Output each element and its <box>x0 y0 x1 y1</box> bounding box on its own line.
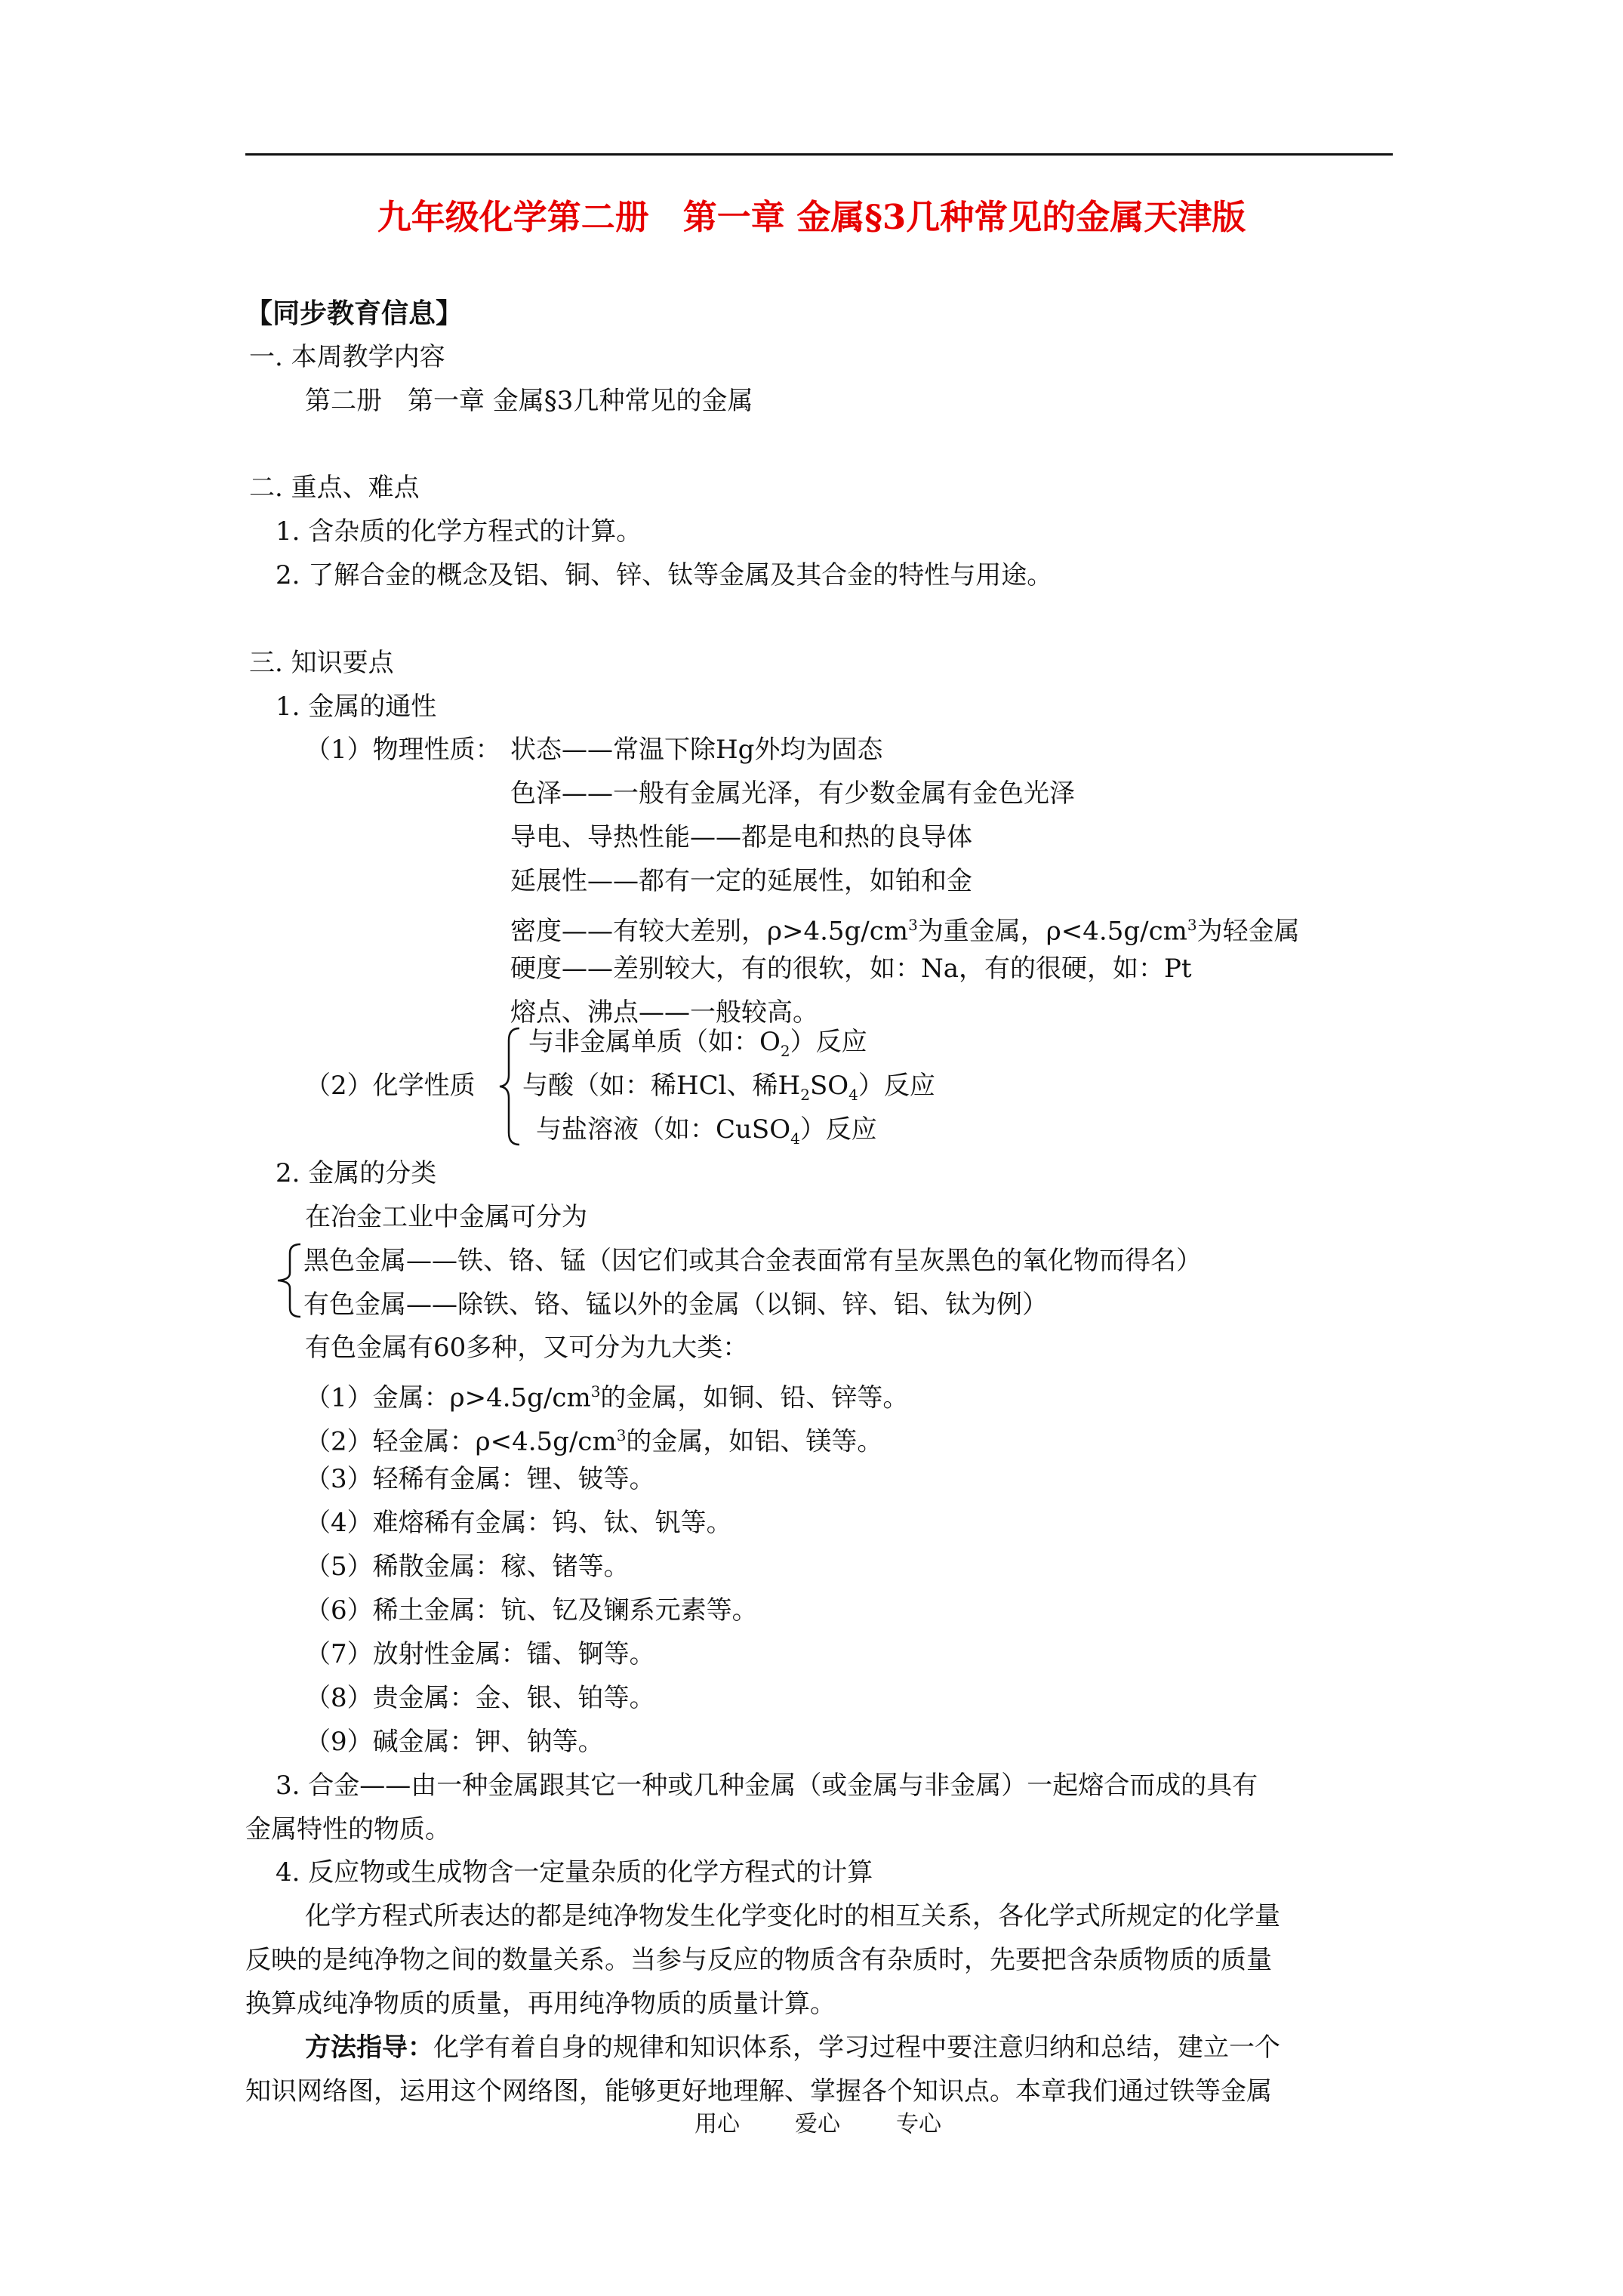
class-9: （9）碱金属：钾、钠等。 <box>305 1727 604 1757</box>
class-8: （8）贵金属：金、银、铂等。 <box>305 1683 655 1713</box>
page-title: 九年级化学第二册 第一章 金属§3几种常见的金属天津版 <box>377 197 1246 237</box>
black-metals: 黑色金属——铁、铬、锰（因它们或其合金表面常有呈灰黑色的氧化物而得名） <box>303 1246 1202 1276</box>
footer-zhuanxin: 专心 <box>896 2111 941 2137</box>
s2-item-2: 2. 了解合金的概念及铝、铜、锌、钛等金属及其合金的特性与用途。 <box>276 560 1053 590</box>
chem-brace <box>497 1025 522 1148</box>
s2-heading: 二. 重点、难点 <box>249 473 420 503</box>
method-line-2: 知识网络图，运用这个网络图，能够更好地理解、掌握各个知识点。本章我们通过铁等金属 <box>245 2076 1272 2106</box>
phys-state: 状态——常温下除Hg外均为固态 <box>510 735 883 765</box>
p4-heading: 4. 反应物或生成物含一定量杂质的化学方程式的计算 <box>276 1857 873 1888</box>
footer-aixin: 爱心 <box>795 2111 840 2137</box>
section-header: 【同步教育信息】 <box>245 297 463 329</box>
p3-line-1: 3. 合金——由一种金属跟其它一种或几种金属（或金属与非金属）一起熔合而成的具有 <box>276 1771 1258 1801</box>
class-7: （7）放射性金属：镭、锕等。 <box>305 1639 655 1669</box>
phys-ductility: 延展性——都有一定的延展性，如铂和金 <box>510 866 972 896</box>
footer-yongxin: 用心 <box>694 2111 740 2137</box>
s3-heading: 三. 知识要点 <box>249 648 394 678</box>
class-2: （2）轻金属：$\rho<4.5g/cm^3$的金属，如铝、镁等。 <box>305 1426 883 1457</box>
p4-para-1: 化学方程式所表达的都是纯净物发生化学变化时的相互关系，各化学式所规定的化学量 <box>305 1901 1280 1931</box>
s1-heading: 一. 本周教学内容 <box>249 342 445 372</box>
phys-label: （1）物理性质： <box>305 735 501 765</box>
phys-melting: 熔点、沸点——一般较高。 <box>510 997 818 1028</box>
class-4: （4）难熔稀有金属：钨、钛、钒等。 <box>305 1508 732 1538</box>
chem-salt: 与盐溶液（如：CuSO$_4$）反应 <box>536 1114 877 1148</box>
class-brace <box>273 1241 303 1320</box>
method-label: 方法指导： <box>305 2032 433 2063</box>
class-1: （1）金属：$\rho>4.5g/cm^3$的金属，如铜、铅、锌等。 <box>305 1382 909 1413</box>
s1-content: 第二册 第一章 金属§3几种常见的金属 <box>305 386 753 416</box>
p4-para-3: 换算成纯净物质的质量，再用纯净物质的质量计算。 <box>245 1989 836 2019</box>
p4-para-2: 反映的是纯净物之间的数量关系。当参与反应的物质含有杂质时，先要把含杂质物质的质量 <box>245 1945 1272 1975</box>
s2-item-1: 1. 含杂质的化学方程式的计算。 <box>276 516 642 547</box>
class-3: （3）轻稀有金属：锂、铍等。 <box>305 1464 655 1494</box>
class-6: （6）稀土金属：钪、钇及镧系元素等。 <box>305 1595 758 1626</box>
p1-heading: 1. 金属的通性 <box>276 692 437 722</box>
chem-acid: 与酸（如：稀HCl、稀$H_2SO_4$）反应 <box>522 1071 935 1104</box>
chem-label: （2）化学性质 <box>305 1071 476 1101</box>
nine-intro: 有色金属有60多种，又可分为九大类： <box>305 1333 749 1363</box>
phys-luster: 色泽——一般有金属光泽，有少数金属有金色光泽 <box>510 778 1075 809</box>
phys-density: 密度——有较大差别，$\rho>4.5g/cm^3$为重金属，$\rho<4.5g/cm^3$为轻金属 <box>510 916 1300 947</box>
header-rule <box>245 153 1393 156</box>
phys-hardness: 硬度——差别较大，有的很软，如：Na，有的很硬，如：Pt <box>510 954 1192 984</box>
p2-heading: 2. 金属的分类 <box>276 1158 437 1188</box>
chem-nonmetal: 与非金属单质（如：$O_2$）反应 <box>528 1027 867 1060</box>
colored-metals: 有色金属——除铁、铬、锰以外的金属（以铜、锌、铝、钛为例） <box>303 1290 1048 1320</box>
method-line-1: 方法指导：化学有着自身的规律和知识体系，学习过程中要注意归纳和总结，建立一个 <box>305 2032 1280 2063</box>
p3-line-2: 金属特性的物质。 <box>245 1814 451 1845</box>
phys-conductivity: 导电、导热性能——都是电和热的良导体 <box>510 822 972 852</box>
class-5: （5）稀散金属：稼、锗等。 <box>305 1552 630 1582</box>
p2-intro: 在冶金工业中金属可分为 <box>305 1202 587 1232</box>
